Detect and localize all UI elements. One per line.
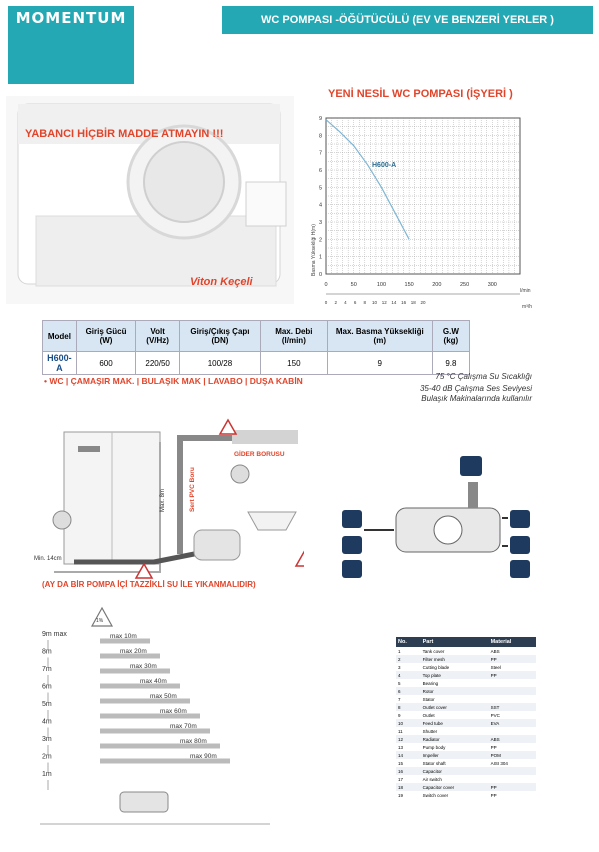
x-tick-label: 50 [350, 282, 357, 288]
length-label: max 20m [120, 648, 147, 655]
spec-header: Giriş/Çıkış Çapı (DN) [179, 321, 260, 352]
slope-label: 1% [96, 618, 104, 624]
parts-row [396, 679, 536, 687]
y-tick-label: 6 [318, 168, 322, 174]
parts-row [396, 671, 536, 679]
x-tick-label-secondary: 4 [344, 300, 347, 305]
spec-header-row [43, 321, 470, 352]
part-material: PP [489, 655, 536, 663]
spec-cell: 9.8 [432, 352, 469, 375]
y-tick-label: 9 [318, 116, 322, 122]
height-label: 9m max [42, 631, 67, 638]
dishwasher-icon [342, 510, 362, 528]
x-axis-label-secondary: m³/h [522, 304, 532, 310]
height-label: 3m [42, 736, 52, 743]
part-name: Pump body [422, 744, 446, 750]
parts-row [396, 751, 536, 759]
part-material: PP [489, 783, 536, 791]
distance-diagram [40, 606, 270, 846]
x-tick-label-secondary: 6 [353, 300, 357, 305]
part-name: Stator shaft [422, 760, 446, 766]
washing-machine-icon [342, 536, 362, 554]
x-tick-label-secondary: 12 [381, 300, 387, 305]
x-tick-label-secondary: 20 [420, 300, 426, 305]
part-no: 16 [396, 767, 421, 775]
part-no: 2 [396, 655, 421, 663]
installation-diagram [34, 412, 304, 584]
warning-text: YABANCI HİÇBİR MADDE ATMAYIN !!! [25, 128, 224, 140]
x-tick-label-secondary: 14 [391, 300, 397, 305]
parts-row [396, 663, 536, 671]
x-tick-label-secondary: 10 [371, 300, 378, 305]
x-tick-label: 300 [487, 282, 497, 288]
min-height-label: Min. 14cm [34, 556, 62, 562]
part-no: 7 [398, 696, 401, 702]
sink [248, 512, 296, 530]
maintenance-caption: (AY DA BİR POMPA İÇİ TAZZİKLİ SU İLE YIKANMALIDIR) [42, 580, 256, 589]
page-title: WC POMPASI -ÖĞÜTÜCÜLÜ (EV VE BENZERİ YERLER ) [222, 6, 593, 34]
part-no: 18 [396, 783, 421, 791]
part-name: Filter mesh [421, 655, 489, 663]
x-ticks-secondary [325, 294, 520, 305]
y-tick-label: 1 [318, 254, 322, 261]
length-label: max 70m [170, 723, 197, 730]
x-tick-label-secondary: 2 [334, 300, 337, 305]
y-tick-label: 7 [318, 150, 322, 157]
y-axis-label: Basma Yüksekliği H(m) [311, 224, 317, 276]
part-no: 17 [398, 776, 404, 782]
drain-cover-icon [53, 511, 71, 529]
parts-row [396, 703, 536, 711]
part-no: 9 [398, 712, 401, 718]
y-tick-label: 5 [318, 185, 322, 192]
height-label: 2m [42, 753, 52, 761]
part-no: 11 [398, 728, 403, 734]
part-material [489, 727, 536, 735]
height-label: 5m [42, 701, 52, 708]
part-no: 19 [398, 792, 404, 798]
part-name: Shutter [422, 728, 438, 734]
part-material [489, 695, 536, 703]
part-name: Impeller [421, 751, 489, 759]
length-label: max 60m [160, 708, 187, 715]
length-label: max 30m [130, 663, 157, 670]
part-name: Feed tube [421, 719, 489, 727]
part-name: Bearing [422, 680, 439, 686]
inlet-icon [434, 516, 462, 544]
shower-head-icon [78, 446, 100, 452]
part-no: 12 [396, 735, 421, 743]
drain-cover-icon [231, 465, 249, 483]
length-label: max 40m [140, 678, 167, 685]
length-label: max 80m [180, 738, 207, 745]
part-material: ABS [489, 735, 536, 743]
gider-pipe [232, 430, 298, 444]
x-tick-label: 200 [432, 282, 442, 288]
parts-row [396, 767, 536, 775]
spec-cell: 100/28 [179, 352, 260, 375]
part-material: EVA [489, 719, 536, 727]
parts-row [396, 743, 536, 751]
part-material: PP [489, 671, 536, 679]
part-no: 15 [398, 760, 404, 766]
part-no: 10 [396, 719, 421, 727]
applications-line: • WC | ÇAMAŞIR MAK. | BULAŞIK MAK | LAVABO | DUŞA KABİN [44, 376, 303, 386]
connection-diagram [336, 454, 536, 584]
parts-row [396, 791, 536, 799]
part-name: Cutting blade [422, 664, 450, 670]
x-tick-label-secondary: 0 [324, 300, 328, 305]
spec-cell: 220/50 [136, 352, 180, 375]
parts-row [396, 647, 536, 655]
part-material: POM [489, 751, 536, 759]
y-ticks [319, 116, 322, 278]
part-name: Stator [422, 696, 435, 702]
height-label: 7m [42, 666, 52, 673]
note-noise: 35-40 dB Çalışma Ses Seviyesi [419, 384, 532, 393]
part-material: PVC [490, 712, 500, 718]
seal-label: Viton Keçeli [190, 276, 253, 288]
part-material: Steel [490, 664, 501, 670]
part-no: 1 [398, 648, 401, 654]
part-name: Tank cover [422, 648, 445, 654]
max-height-label: Max. 8m [160, 488, 166, 512]
parts-row [396, 727, 536, 735]
chart-title: YENİ NESİL WC POMPASI (İŞYERİ ) [328, 88, 513, 100]
part-no: 14 [396, 751, 421, 759]
sink-icon [460, 456, 482, 476]
part-material [489, 767, 536, 775]
parts-header: Part [421, 637, 489, 647]
brand-logo: MOMENTUM [15, 9, 127, 27]
y-tick-label: 4 [318, 202, 322, 209]
parts-row [396, 759, 536, 767]
parts-header: Material [489, 637, 536, 647]
parts-header-row [396, 637, 536, 647]
part-material: PP [490, 744, 497, 750]
part-name: Capacitor [421, 767, 489, 775]
shower-tray-icon [342, 560, 362, 578]
spec-header: Giriş Gücü (W) [76, 321, 136, 352]
x-tick-label: 0 [324, 282, 328, 288]
chart-grid [326, 118, 520, 274]
x-tick-label-secondary: 8 [363, 300, 367, 305]
y-tick-label: 2 [318, 237, 322, 244]
bathtub-icon [510, 510, 530, 528]
y-tick-label: 8 [318, 133, 322, 140]
slope-sign-icon [296, 552, 304, 566]
parts-row [396, 655, 536, 663]
spec-header: Max. Debi (l/min) [260, 321, 327, 352]
part-material [489, 687, 536, 695]
spec-header: G.W (kg) [432, 321, 469, 352]
part-material: PP [490, 792, 497, 798]
part-name: Radiator [421, 735, 489, 743]
part-material [489, 679, 536, 687]
length-label: max 90m [190, 753, 217, 760]
height-label: 8m [42, 648, 52, 656]
pvc-label: Sert PVC Boru [189, 467, 196, 512]
x-axis-label: l/min [520, 288, 531, 294]
gider-label: GİDER BORUSU [234, 451, 285, 458]
height-labels [42, 631, 67, 790]
x-tick-label: 250 [459, 282, 470, 288]
parts-row [396, 775, 536, 783]
x-tick-label: 150 [404, 282, 414, 288]
part-material: AISI 304 [490, 760, 508, 766]
x-tick-label: 100 [376, 282, 387, 288]
height-label: 1m [42, 771, 52, 778]
spec-cell: 9 [327, 352, 432, 375]
part-name: Top plate [421, 671, 489, 679]
spec-table [42, 320, 470, 375]
spec-model: H600-A [43, 352, 77, 375]
pipe-runs [100, 633, 230, 761]
pump-unit [120, 792, 168, 812]
spec-header: Volt (V/Hz) [136, 321, 180, 352]
shower-icon [510, 560, 530, 578]
part-no: 6 [396, 687, 421, 695]
pump-unit [194, 530, 240, 560]
part-name: Rotor [421, 687, 489, 695]
part-name: Capacitor cover [421, 783, 489, 791]
parts-row [396, 783, 536, 791]
y-tick-label: 3 [318, 220, 322, 226]
parts-row [396, 719, 536, 727]
parts-row [396, 711, 536, 719]
spec-header: Max. Basma Yüksekliği (m) [327, 321, 432, 352]
outlet-pipe [468, 482, 478, 508]
note-dishwasher: Bulaşık Makinalarında kullanılır [421, 394, 532, 403]
parts-row [396, 687, 536, 695]
height-label: 6m [42, 683, 52, 691]
spec-cell: 600 [76, 352, 136, 375]
part-no: 5 [398, 680, 401, 686]
height-label: 4m [42, 718, 52, 726]
part-name: Switch cover [422, 792, 449, 798]
part-material: SST [489, 703, 536, 711]
part-no: 4 [396, 671, 421, 679]
bidet-icon [510, 536, 530, 554]
parts-row [396, 695, 536, 703]
part-material: ABS [490, 648, 500, 654]
x-tick-label-secondary: 16 [401, 300, 407, 305]
y-tick-label: 0 [318, 272, 322, 278]
length-label: max 10m [110, 633, 137, 640]
series-label: H600-A [372, 162, 397, 169]
part-no: 3 [398, 664, 401, 670]
part-name: Air switch [422, 776, 442, 782]
part-no: 13 [398, 744, 404, 750]
part-name: Outlet [422, 712, 435, 718]
part-material [489, 775, 536, 783]
parts-table [396, 637, 536, 799]
spec-header: Model [43, 321, 77, 352]
note-temperature: 75 °C Çalışma Su Sıcaklığı [435, 372, 532, 381]
spec-cell: 150 [260, 352, 327, 375]
part-name: Outlet cover [421, 703, 489, 711]
applications: WC | ÇAMAŞIR MAK. | BULAŞIK MAK | LAVABO | DUŞA KABİN [49, 376, 303, 386]
part-no: 8 [396, 703, 421, 711]
x-ticks [324, 282, 496, 288]
slope-sign-icon [220, 420, 236, 434]
parts-header: No. [396, 637, 421, 647]
length-label: max 50m [150, 693, 177, 700]
performance-chart [304, 106, 536, 328]
x-tick-label-secondary: 18 [410, 300, 416, 305]
parts-row [396, 735, 536, 743]
